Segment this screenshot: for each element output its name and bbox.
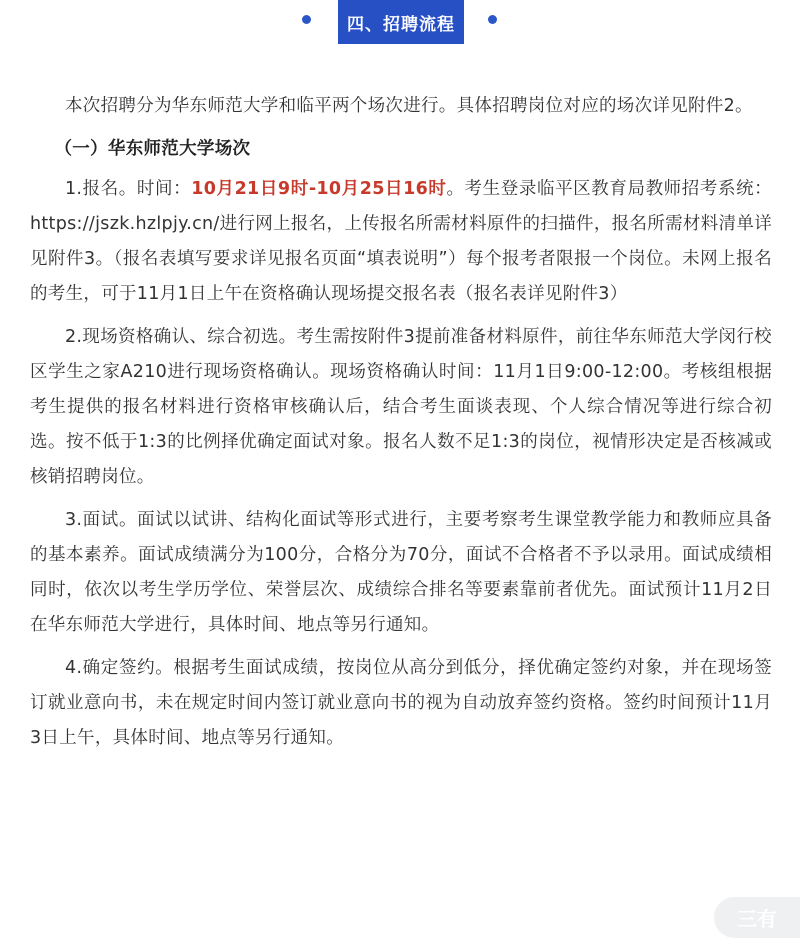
item-qualification: 2.现场资格确认、综合初选。考生需按附件3提前准备材料原件，前往华东师范大学闵行校区学生之家A210进行现场资格确认。现场资格确认时间：11月1日9:00-12:00。考核组根据考生提供的报名材料进行资格审核确认后，结合考生面谈表现、个人综合情况等进行综合初选。按不低于1:3的比例择优确定面试对象。报名人数不足1:3的岗位，视情形决定是否核减或核销招聘岗位。 (30, 327, 772, 487)
subsection-title: （一）华东师范大学场次 (54, 139, 251, 159)
item-registration (30, 172, 772, 312)
item1-prefix: 1.报名。时间： (65, 179, 192, 199)
section-title: 四、招聘流程 (338, 0, 464, 44)
item-signing: 4.确定签约。根据考生面试成绩，按岗位从高分到低分，择优确定签约对象，并在现场签订就业意向书，未在规定时间内签订就业意向书的视为自动放弃签约资格。签约时间预计11月3日上午，具体时间、地点等另行通知。 (30, 658, 772, 748)
article-body (30, 89, 772, 764)
right-dot-decoration (488, 15, 497, 24)
section-header (0, 0, 800, 44)
intro-paragraph: 本次招聘分为华东师范大学和临平两个场次进行。具体招聘岗位对应的场次详见附件2。 (65, 96, 753, 116)
watermark-logo: 三有 (714, 897, 800, 938)
item1-rest: 。考生登录临平区教育局教师招考系统：https://jszk.hzlpjy.cn/进行网上报名，上传报名所需材料原件的扫描件，报名所需材料清单详见附件3。（报名表填写要求详见报名页面“填表说明”）每个报考者限报一个岗位。未网上报名的考生，可于11月1日上午在资格确认现场提交报名表（报名表详见附件3） (30, 179, 772, 304)
left-dot-decoration (302, 15, 311, 24)
registration-time: 10月21日9时-10月25日16时 (191, 179, 447, 199)
item-interview: 3.面试。面试以试讲、结构化面试等形式进行，主要考察考生课堂教学能力和教师应具备的基本素养。面试成绩满分为100分，合格分为70分，面试不合格者不予以录用。面试成绩相同时，依次以考生学历学位、荣誉层次、成绩综合排名等要素靠前者优先。面试预计11月2日在华东师范大学进行，具体时间、地点等另行通知。 (30, 510, 772, 635)
